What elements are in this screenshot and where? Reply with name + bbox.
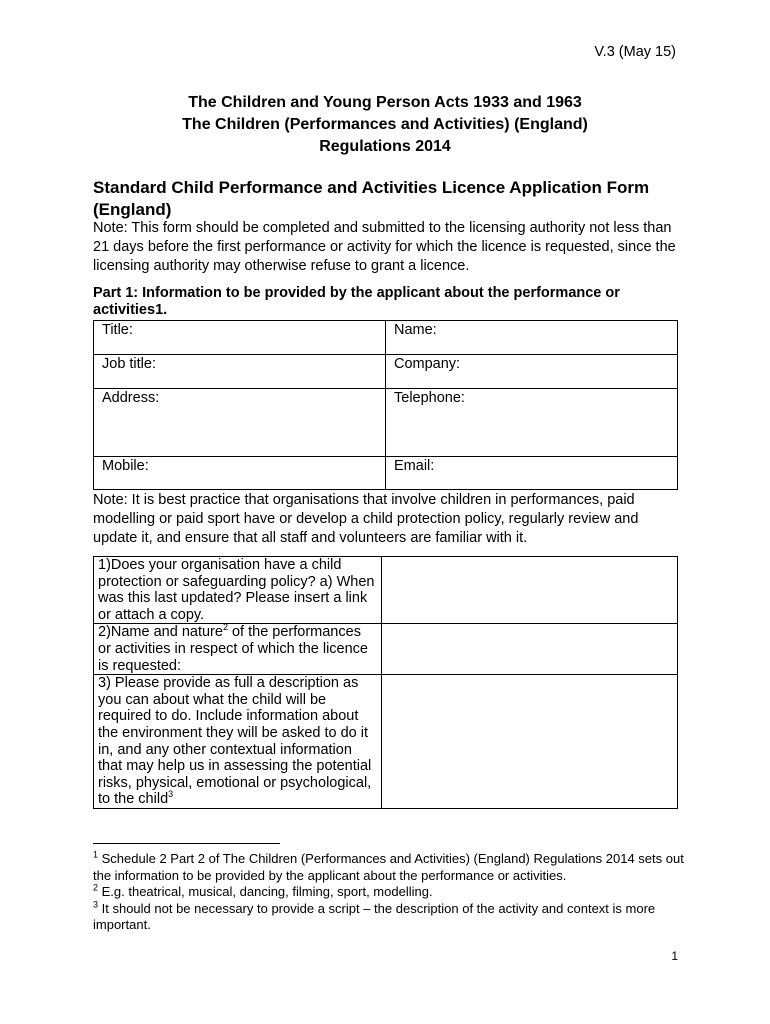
page-number: 1 [671, 949, 678, 963]
footnote-1-text: Schedule 2 Part 2 of The Children (Performances and Activities) (England) Regulations 2014 sets out the information to be provided by the applicant about the performance or activities. [93, 851, 684, 883]
heading-line-3: Regulations 2014 [319, 138, 451, 155]
child-protection-note: Note: It is best practice that organisations that involve children in performances, paid modelling or paid sport have or develop a child protection policy, regularly review and update it, and ensure that all staff and volunteers are familiar with it. [93, 492, 639, 546]
name-field[interactable] [386, 321, 678, 355]
footnote-1-mark: 1 [93, 849, 99, 860]
footnote-3-text: It should not be necessary to provide a script – the description of the activity and context is more important. [93, 900, 656, 932]
question-2 [94, 624, 382, 675]
question-3 [94, 675, 382, 809]
answer-1-field[interactable] [382, 557, 678, 624]
part1-heading: Part 1: Information to be provided by the applicant about the performance or activities1. [93, 285, 620, 318]
footnotes [93, 851, 688, 934]
acts-heading [0, 92, 770, 158]
question-2-text-end: of the performances or activities in respect of which the licence is requested: [98, 624, 368, 674]
answer-3-field[interactable] [382, 675, 678, 809]
question-1-text: 1)Does your organisation have a child protection or safeguarding policy? a) When was this last updated? Please insert a link or attach a copy. [98, 557, 375, 623]
footnote-divider [93, 843, 280, 844]
email-field[interactable] [386, 457, 678, 490]
title-label: Title: [102, 322, 133, 338]
job-title-label: Job title: [102, 356, 156, 372]
footnote-2-text: E.g. theatrical, musical, dancing, filming, sport, modelling. [98, 884, 433, 899]
telephone-label: Telephone: [394, 390, 465, 406]
title-field[interactable] [94, 321, 386, 355]
mobile-label: Mobile: [102, 458, 149, 474]
footnote-2 [93, 884, 688, 901]
job-title-field[interactable] [94, 355, 386, 389]
footnote-ref-2: 2 [222, 622, 228, 633]
question-3-text: 3) Please provide as full a description as you can about what the child will be required to do. Include information about the environment they will be asked to do it in, and any other contextual information that may help us in assessing the potential risks, physical, emotional or psychological, to the child [98, 675, 372, 808]
form-title: Standard Child Performance and Activities Licence Application Form (England) [93, 178, 650, 219]
company-field[interactable] [386, 355, 678, 389]
answer-2-field[interactable] [382, 624, 678, 675]
questions-table [93, 556, 678, 809]
email-label: Email: [394, 458, 435, 474]
name-label: Name: [394, 322, 437, 338]
address-label: Address: [102, 390, 160, 406]
footnote-2-mark: 2 [93, 882, 99, 893]
submission-note: Note: This form should be completed and submitted to the licensing authority not less than 21 days before the first performance or activity for which the licence is requested, since the licensing authority may otherwise refuse to grant a licence. [93, 220, 676, 274]
telephone-field[interactable] [386, 389, 678, 457]
footnote-1 [93, 851, 688, 884]
footnote-ref-3: 3 [168, 789, 174, 800]
address-field[interactable] [94, 389, 386, 457]
version-label: V.3 (May 15) [594, 44, 676, 60]
heading-line-1: The Children and Young Person Acts 1933 and 1963 [188, 94, 582, 111]
footnote-3-mark: 3 [93, 899, 99, 910]
question-1 [94, 557, 382, 624]
company-label: Company: [394, 356, 461, 372]
footnote-3 [93, 901, 688, 934]
applicant-details-table [93, 320, 678, 490]
heading-line-2: The Children (Performances and Activities) (England) [182, 116, 588, 133]
mobile-field[interactable] [94, 457, 386, 490]
question-2-text-start: 2)Name and nature [98, 624, 223, 641]
